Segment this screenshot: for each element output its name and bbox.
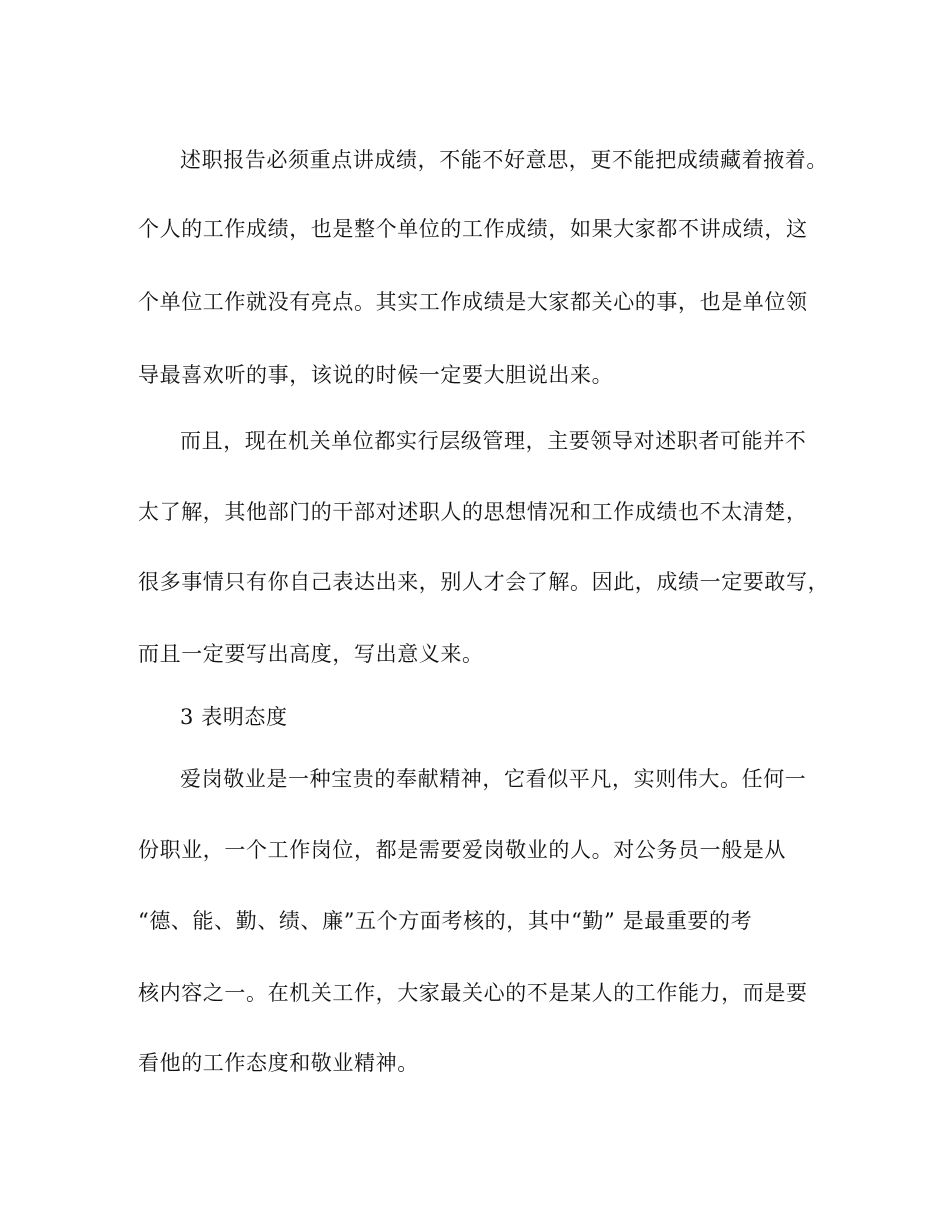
text-line: 个人的工作成绩，也是整个单位的工作成绩，如果大家都不讲成绩，这 xyxy=(138,217,808,241)
text-line: 看他的工作态度和敬业精神。 xyxy=(138,1051,419,1075)
text-line: 爱岗敬业是一种宝贵的奉献精神，它看似平凡，实则伟大。任何一 xyxy=(180,767,807,791)
text-line: 太了解，其他部门的干部对述职人的思想情况和工作成绩也不太清楚， xyxy=(138,500,808,524)
section-heading: 3 表明态度 xyxy=(180,705,288,729)
text-line: 份职业，一个工作岗位，都是需要爱岗敬业的人。对公务员一般是从 xyxy=(138,838,786,862)
text-line: 个单位工作就没有亮点。其实工作成绩是大家都关心的事，也是单位领 xyxy=(138,290,808,314)
text-line: 而且，现在机关单位都实行层级管理，主要领导对述职者可能并不 xyxy=(180,429,807,453)
text-line: “德、能、勤、绩、廉”五个方面考核的，其中“勤” 是最重要的考 xyxy=(138,909,753,933)
text-line: 述职报告必须重点讲成绩，不能不好意思，更不能把成绩藏着掖着。 xyxy=(180,148,828,172)
text-line: 很多事情只有你自己表达出来，别人才会了解。因此，成绩一定要敢写， xyxy=(138,570,830,594)
text-line: 导最喜欢听的事，该说的时候一定要大胆说出来。 xyxy=(138,363,614,387)
text-line: 核内容之一。在机关工作，大家最关心的不是某人的工作能力，而是要 xyxy=(138,981,808,1005)
text-line: 而且一定要写出高度，写出意义来。 xyxy=(138,642,484,666)
